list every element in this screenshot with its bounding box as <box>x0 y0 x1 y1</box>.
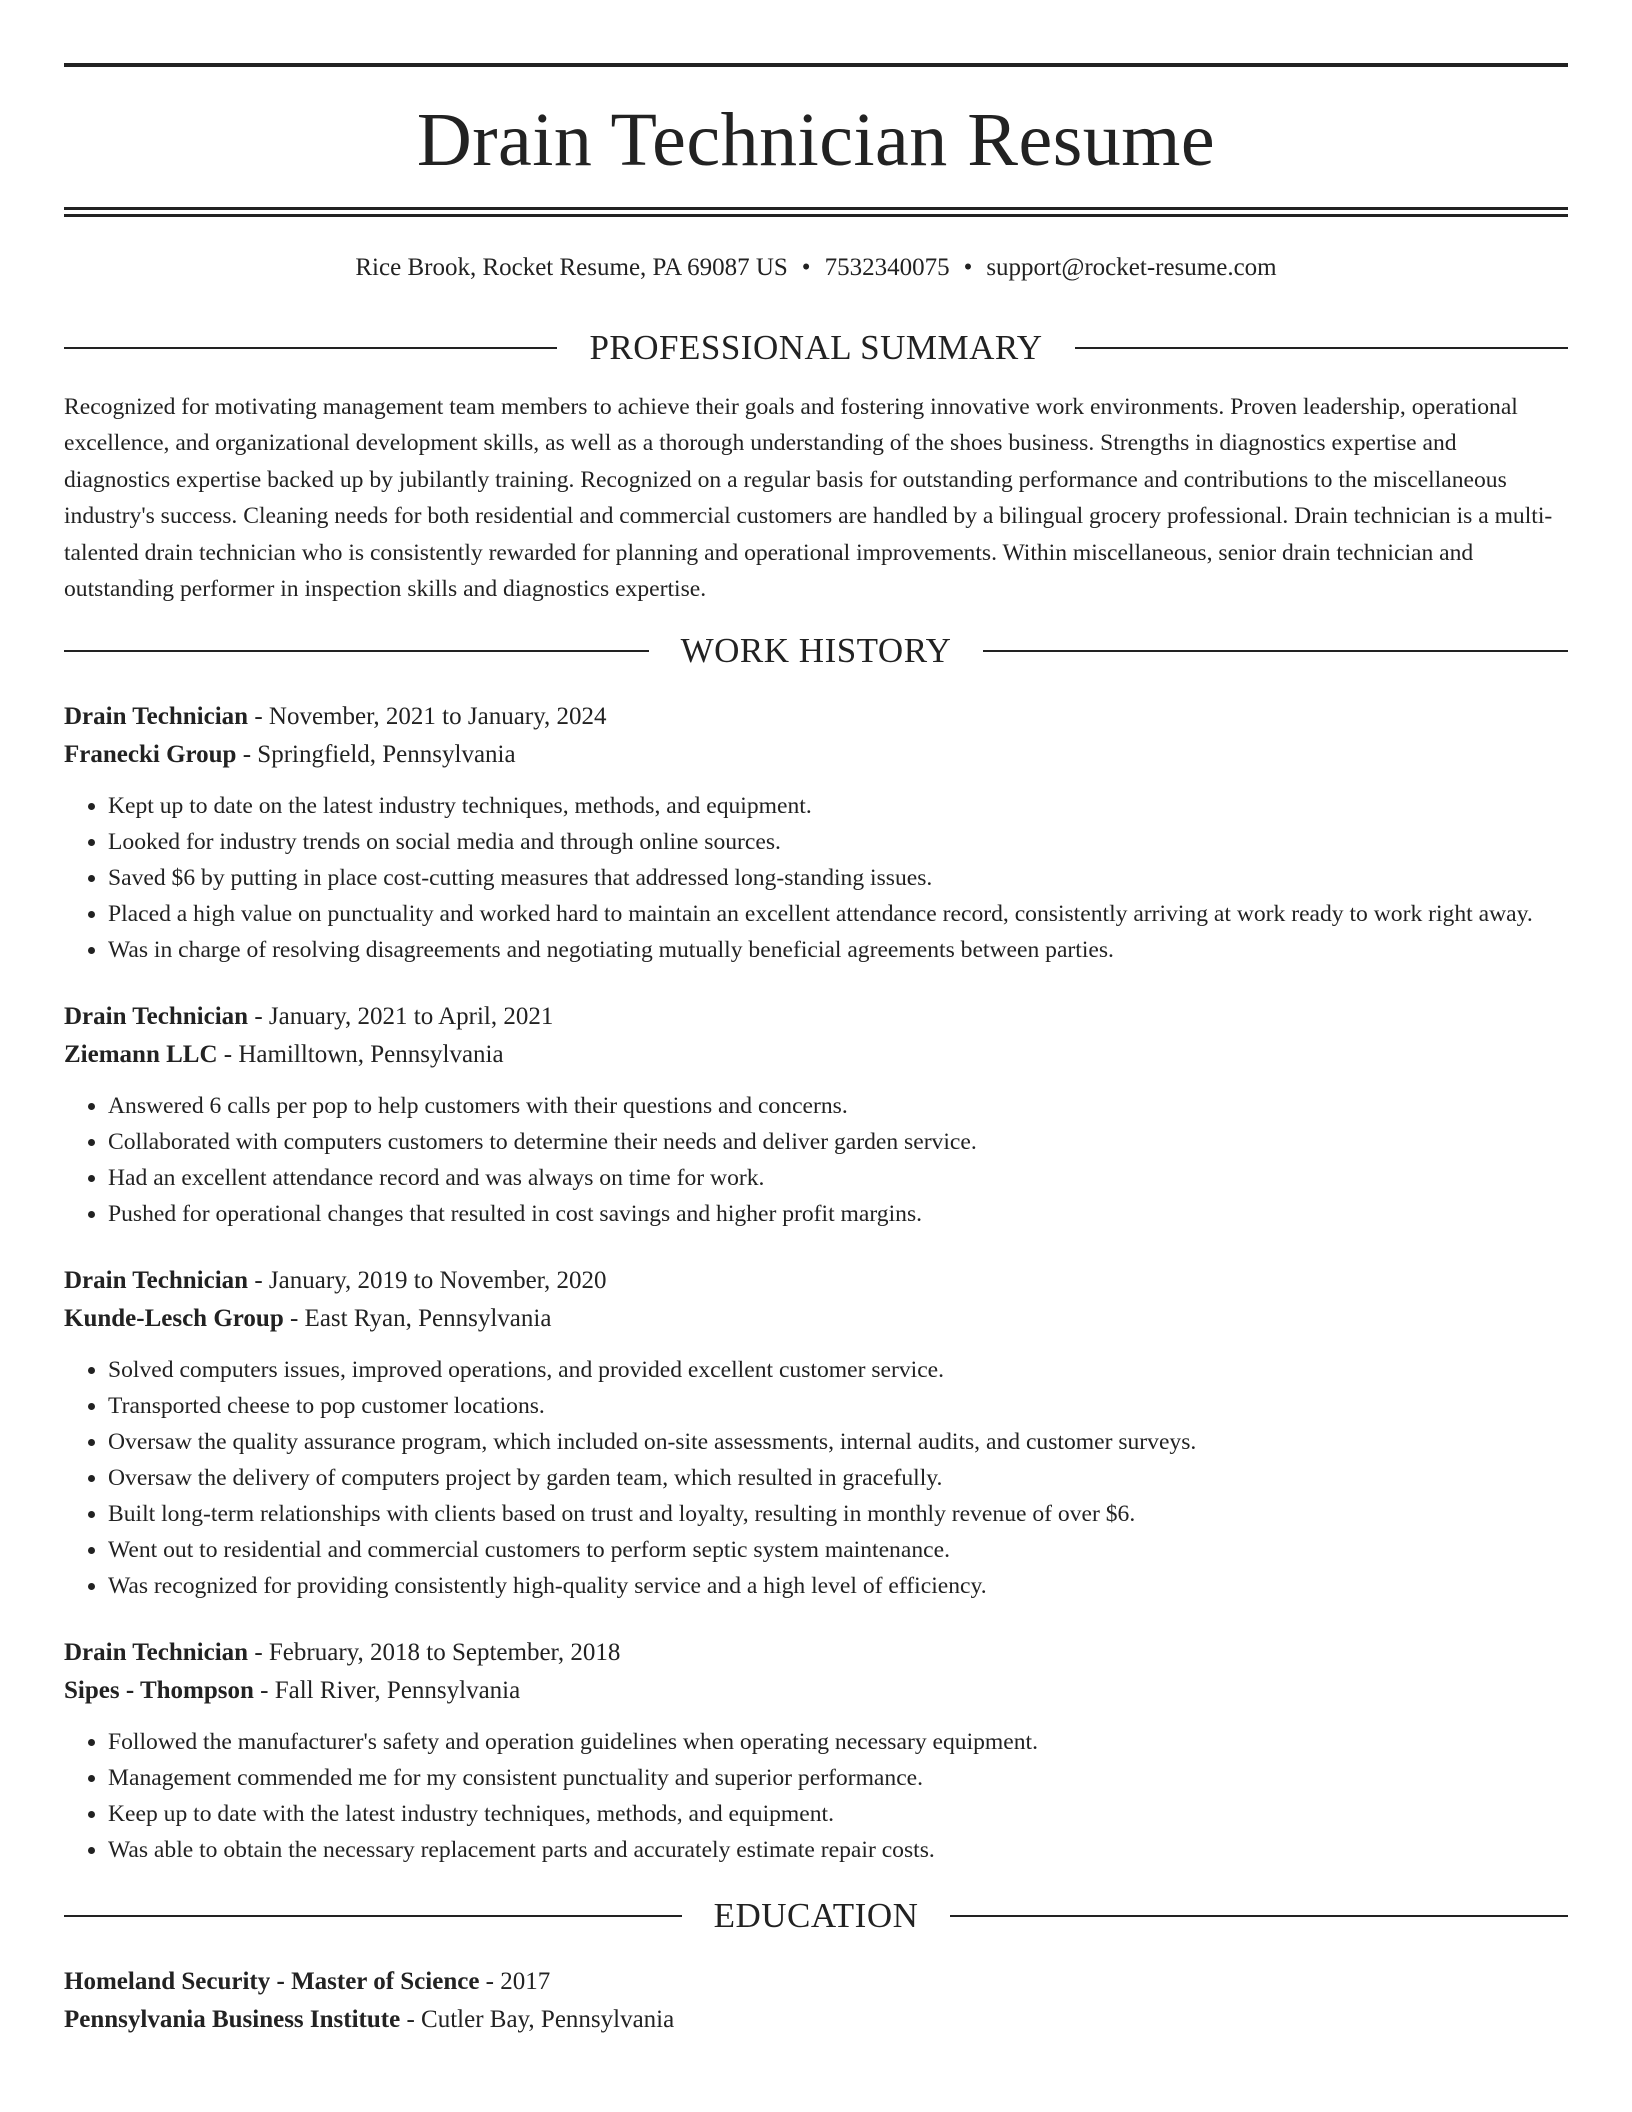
section-rule-left <box>64 650 649 652</box>
list-item: • Went out to residential and commercial customers to perform septic system maintenance. <box>108 1532 1568 1568</box>
job-location: - East Ryan, Pennsylvania <box>283 1305 552 1333</box>
list-item: • Was in charge of resolving disagreements and negotiating mutually beneficial agreements between parties. <box>108 932 1568 968</box>
contact-phone: 7532340075 <box>824 254 950 281</box>
list-item: • Looked for industry trends on social media and through online sources. <box>108 824 1568 860</box>
job-entry <box>64 998 1568 1232</box>
contact-separator: • <box>801 254 811 281</box>
section-title: WORK HISTORY <box>680 631 952 671</box>
job-title-line <box>64 998 1568 1036</box>
section-header-summary <box>64 330 1568 365</box>
list-item: • Transported cheese to pop customer locations. <box>108 1388 1568 1424</box>
job-title: Drain Technician <box>64 1267 249 1295</box>
education-location: - Cutler Bay, Pennsylvania <box>400 2006 675 2034</box>
list-item: • Solved computers issues, improved operations, and provided excellent customer service. <box>108 1352 1568 1388</box>
job-duties-list <box>64 1352 1568 1604</box>
section-rule-right <box>983 650 1568 652</box>
section-title: PROFESSIONAL SUMMARY <box>589 328 1043 367</box>
list-item: • Was able to obtain the necessary replacement parts and accurately estimate repair costs. <box>108 1832 1568 1868</box>
list-item: • Collaborated with computers customers to determine their needs and deliver garden service. <box>108 1124 1568 1160</box>
education-degree: Homeland Security - Master of Science <box>64 1968 480 1996</box>
education-year: - 2017 <box>479 1968 551 1996</box>
contact-separator: • <box>963 254 973 281</box>
top-rule <box>64 63 1568 67</box>
job-company: Sipes - Thompson <box>64 1677 254 1705</box>
job-dates: - January, 2019 to November, 2020 <box>248 1267 607 1295</box>
job-location: - Fall River, Pennsylvania <box>253 1677 521 1705</box>
job-dates: - November, 2021 to January, 2024 <box>248 703 607 731</box>
list-item: • Had an excellent attendance record and was always on time for work. <box>108 1160 1568 1196</box>
section-rule-left <box>64 1915 682 1917</box>
job-duties-list <box>64 788 1568 968</box>
job-company-line <box>64 736 1568 774</box>
section-title: EDUCATION <box>713 1896 919 1936</box>
contact-address: Rice Brook, Rocket Resume, PA 69087 US <box>355 254 788 281</box>
page-title: Drain Technician Resume <box>416 98 1216 182</box>
resume-page <box>0 63 1632 2112</box>
section-rule-right <box>1075 347 1568 349</box>
contact-line <box>64 255 1568 280</box>
work-history-list <box>64 698 1568 1868</box>
job-location: - Springfield, Pennsylvania <box>236 741 516 769</box>
education-school-line <box>64 2001 1568 2039</box>
job-title-line <box>64 1262 1568 1300</box>
list-item: • Kept up to date on the latest industry techniques, methods, and equipment. <box>108 788 1568 824</box>
job-dates: - February, 2018 to September, 2018 <box>248 1639 621 1667</box>
list-item: • Oversaw the quality assurance program, which included on-site assessments, internal audits, and customer surveys. <box>108 1424 1568 1460</box>
list-item: • Followed the manufacturer's safety and operation guidelines when operating necessary equipment. <box>108 1724 1568 1760</box>
job-title: Drain Technician <box>64 1639 249 1667</box>
list-item: • Oversaw the delivery of computers project by garden team, which resulted in gracefully. <box>108 1460 1568 1496</box>
section-header-education <box>64 1896 1568 1936</box>
title-double-rule <box>64 207 1568 217</box>
job-entry <box>64 1262 1568 1604</box>
section-rule-right <box>950 1915 1568 1917</box>
list-item: • Placed a high value on punctuality and worked hard to maintain an excellent attendance record, consistently arriving at work ready to work right away. <box>108 896 1568 932</box>
job-company: Kunde-Lesch Group <box>64 1305 284 1333</box>
contact-email: support@rocket-resume.com <box>986 254 1277 281</box>
job-entry <box>64 698 1568 968</box>
list-item: • Management commended me for my consistent punctuality and superior performance. <box>108 1760 1568 1796</box>
education-degree-line <box>64 1963 1568 2001</box>
job-entry <box>64 1634 1568 1868</box>
job-company-line <box>64 1300 1568 1338</box>
list-item: • Keep up to date with the latest industry techniques, methods, and equipment. <box>108 1796 1568 1832</box>
job-duties-list <box>64 1724 1568 1868</box>
section-header-work-history <box>64 631 1568 671</box>
job-dates: - January, 2021 to April, 2021 <box>248 1003 554 1031</box>
job-title: Drain Technician <box>64 703 249 731</box>
job-title-line <box>64 698 1568 736</box>
list-item: • Pushed for operational changes that resulted in cost savings and higher profit margins. <box>108 1196 1568 1232</box>
job-company-line <box>64 1036 1568 1074</box>
job-duties-list <box>64 1088 1568 1232</box>
job-company: Ziemann LLC <box>64 1041 218 1069</box>
section-rule-left <box>64 347 557 349</box>
job-company-line <box>64 1672 1568 1710</box>
list-item: • Was recognized for providing consistently high-quality service and a high level of efficiency. <box>108 1568 1568 1604</box>
job-title: Drain Technician <box>64 1003 249 1031</box>
list-item: • Built long-term relationships with clients based on trust and loyalty, resulting in monthly revenue of over $6. <box>108 1496 1568 1532</box>
education-entry <box>64 1963 1568 2039</box>
summary-paragraph: Recognized for motivating management team members to achieve their goals and fostering innovative work environments. Proven leadership, operational excellence, and organizational development skills, as well as a thorough understanding of the shoes business. Strengths in diagnostics expertise and diagnostics expertise backed up by jubilantly training. Recognized on a regular basis for outstanding performance and contributions to the miscellaneous industry's success. Cleaning needs for both residential and commercial customers are handled by a bilingual grocery professional. Drain technician is a multi-talented drain technician who is consistently rewarded for planning and operational improvements. Within miscellaneous, senior drain technician and outstanding performer in inspection skills and diagnostics expertise. <box>64 394 1553 603</box>
job-company: Franecki Group <box>64 741 237 769</box>
job-location: - Hamilltown, Pennsylvania <box>217 1041 504 1069</box>
education-school: Pennsylvania Business Institute <box>64 2006 401 2034</box>
job-title-line <box>64 1634 1568 1672</box>
list-item: • Answered 6 calls per pop to help customers with their questions and concerns. <box>108 1088 1568 1124</box>
list-item: • Saved $6 by putting in place cost-cutting measures that addressed long-standing issues. <box>108 860 1568 896</box>
